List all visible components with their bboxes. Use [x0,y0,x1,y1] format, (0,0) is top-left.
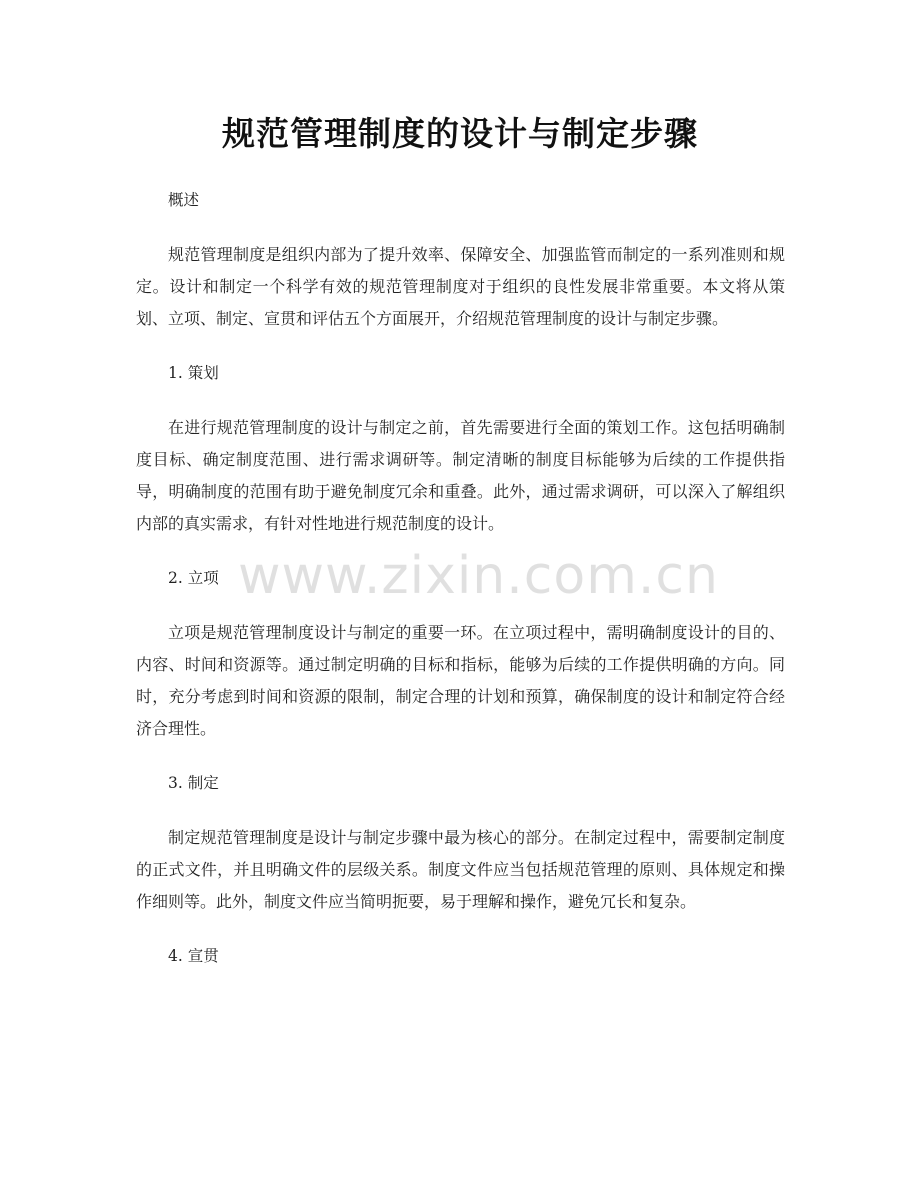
section-body-overview: 规范管理制度是组织内部为了提升效率、保障安全、加强监管而制定的一系列准则和规定。设计和制定一个科学有效的规范管理制度对于组织的良性发展非常重要。本文将从策划、立项、制定、宣贯和评估五个方面展开，介绍规范管理制度的设计与制定步骤。 [136,245,785,328]
section-heading-overview: 概述 [168,191,200,209]
section-body-formulation: 制定规范管理制度是设计与制定步骤中最为核心的部分。在制定过程中，需要制定制度的正式文件，并且明确文件的层级关系。制度文件应当包括规范管理的原则、具体规定和操作细则等。此外，制度文件应当简明扼要，易于理解和操作，避免冗长和复杂。 [136,828,785,911]
document-title: 规范管理制度的设计与制定步骤 [222,114,698,153]
section-body-project-approval: 立项是规范管理制度设计与制定的重要一环。在立项过程中，需明确制度设计的目的、内容、时间和资源等。通过制定明确的目标和指标，能够为后续的工作提供明确的方向。同时，充分考虑到时间和资源的限制，制定合理的计划和预算，确保制度的设计和制定符合经济合理性。 [136,623,785,738]
section-heading-project-approval: 2. 立项 [168,569,219,587]
section-heading-formulation: 3. 制定 [168,774,219,792]
watermark-text: www.zixin.com.cn [238,546,719,606]
section-body-planning: 在进行规范管理制度的设计与制定之前，首先需要进行全面的策划工作。这包括明确制度目标、确定制度范围、进行需求调研等。制定清晰的制度目标能够为后续的工作提供指导，明确制度的范围有助于避免制度冗余和重叠。此外，通过需求调研，可以深入了解组织内部的真实需求，有针对性地进行规范制度的设计。 [136,418,785,533]
document-content [136,185,785,971]
section-heading-planning: 1. 策划 [168,364,219,382]
section-heading-promotion: 4. 宣贯 [168,947,219,965]
